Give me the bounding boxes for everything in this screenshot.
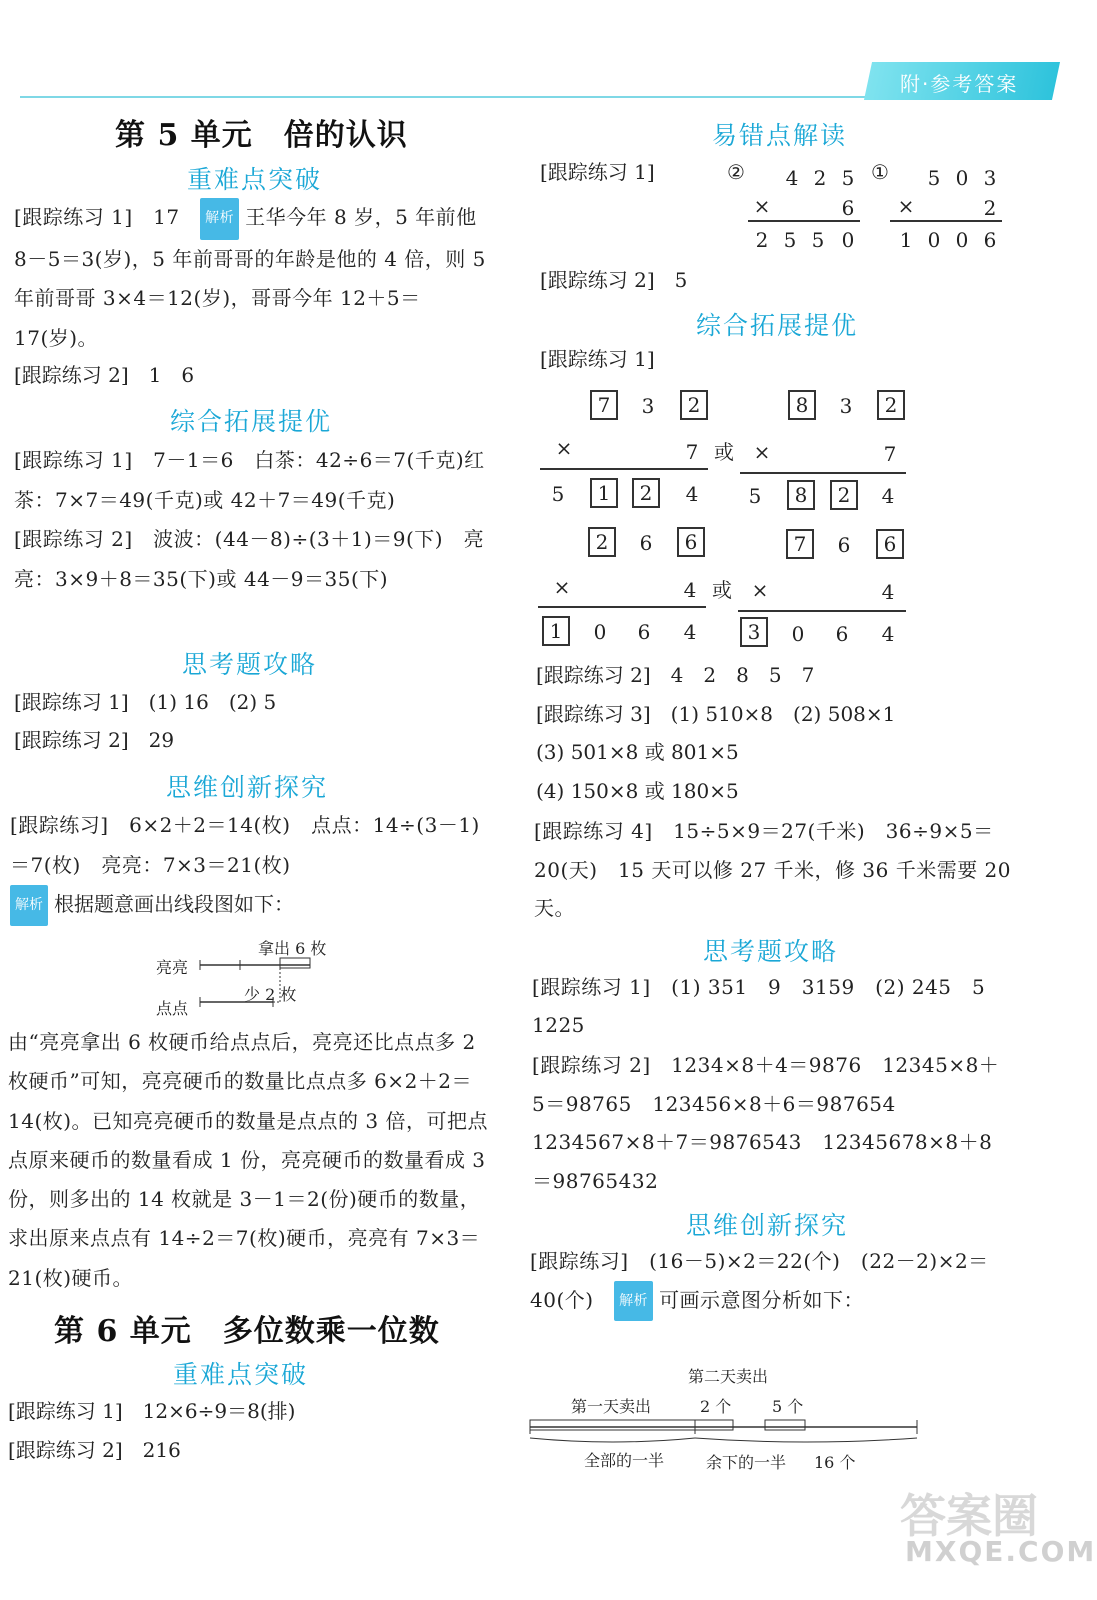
- digit: 0: [955, 166, 969, 190]
- answer-box: 8: [788, 390, 816, 420]
- or-label: 或: [714, 440, 734, 464]
- times-sign: ×: [553, 575, 571, 599]
- line-segment-diagram: [195, 950, 325, 1010]
- digit: 4: [881, 580, 895, 604]
- digit: 5: [811, 228, 825, 252]
- rule: [748, 220, 860, 222]
- explanation-paragraph: 由“亮亮拿出 6 枚硬币给点点后，亮亮还比点点多 2 枚硬币”可知，亮亮硬币的数量比点点多 6×2＋2＝14(枚)。已知亮亮硬币的数量是点点的 3 倍，可把点点原来硬币的数量看成 1 份，亮亮硬币的数量看成 3 份，则多出的 14 枚就是 3－1＝2(份)硬币的数量，求出原来点点有 14÷2＝7(枚)硬币，亮亮有 7×3＝21(枚)硬币。: [8, 1030, 488, 1290]
- section-heading: 易错点解读: [712, 121, 848, 150]
- answer-box: 2: [632, 478, 660, 508]
- section-heading: 思维创新探究: [686, 1211, 849, 1240]
- digit: 0: [593, 620, 607, 644]
- times-sign: ×: [555, 436, 573, 460]
- digit: 4: [881, 622, 895, 646]
- digit: 7: [685, 440, 699, 464]
- answer-paragraph: [跟踪练习 1] 7－1＝6 白茶：42÷6＝7(千克)红茶：7×7＝49(千克)或 42＋7＝49(千克): [14, 448, 485, 512]
- answer-paragraph: [跟踪练习 2] 1234×8＋4＝9876 12345×8＋5＝98765 123456×8＋6＝987654 1234567×8＋7＝9876543 12345678×8＋8＝98765432: [532, 1053, 1000, 1193]
- digit: 5: [748, 484, 762, 508]
- diagram-label: 第二天卖出: [688, 1367, 769, 1386]
- answer-box: 6: [876, 529, 904, 559]
- or-label: 或: [712, 578, 732, 602]
- answer-box: 1: [590, 478, 618, 508]
- diagram-label: 2 个: [700, 1397, 732, 1416]
- digit: 4: [683, 620, 697, 644]
- section-heading: 思考题攻略: [703, 937, 839, 966]
- answer-line: [跟踪练习 1] 12×6÷9＝8(排): [8, 1399, 296, 1423]
- answer-paragraph: [跟踪练习 1] (1) 351 9 3159 (2) 245 5 1225: [532, 975, 1006, 1037]
- answer-box: 1: [542, 616, 570, 646]
- answer-box: 2: [877, 390, 905, 420]
- diagram-label: 全部的一半: [584, 1451, 665, 1470]
- digit: 0: [927, 228, 941, 252]
- answer-line: [跟踪练习 2] 1 6: [14, 363, 195, 387]
- unit6-title: 第 6 单元 多位数乘一位数: [54, 1314, 440, 1349]
- digit: 0: [791, 622, 805, 646]
- digit: 2: [983, 196, 997, 220]
- digit: 6: [841, 196, 855, 220]
- digit: 3: [641, 394, 655, 418]
- digit: 4: [683, 578, 697, 602]
- digit: 6: [835, 622, 849, 646]
- digit: 3: [983, 166, 997, 190]
- header-tag: 附·参考答案: [900, 72, 1019, 96]
- answer-line: [跟踪练习 1]: [540, 160, 655, 184]
- answer-line: [跟踪练习 2] 4 2 8 5 7: [536, 663, 815, 687]
- times-sign: ×: [751, 578, 769, 602]
- diagram-label: 拿出 6 枚: [258, 939, 327, 958]
- answer-box: 2: [680, 390, 708, 420]
- answer-line: [跟踪练习 2] 216: [8, 1438, 181, 1462]
- unit5-title: 第 5 单元 倍的认识: [115, 118, 408, 153]
- watermark-logo: 答案圈: [900, 1489, 1038, 1543]
- circle-number: ①: [871, 160, 889, 184]
- digit: 2: [755, 228, 769, 252]
- digit: 6: [837, 533, 851, 557]
- times-sign: ×: [753, 194, 771, 218]
- circle-number: ②: [727, 160, 745, 184]
- rule: [540, 468, 708, 470]
- digit: 5: [927, 166, 941, 190]
- header-rule: [20, 96, 870, 98]
- answer-box: 2: [588, 527, 616, 557]
- digit: 0: [841, 228, 855, 252]
- analysis-badge: 解析: [614, 1281, 653, 1322]
- diagram-label: 第一天卖出: [571, 1397, 652, 1416]
- answer-line: [跟踪练习 2] 29: [14, 728, 175, 752]
- answer-line: (4) 150×8 或 180×5: [536, 779, 739, 803]
- analysis-line: 解析 根据题意画出线段图如下：: [10, 885, 294, 926]
- line-segment-diagram: [525, 1412, 925, 1452]
- times-sign: ×: [753, 440, 771, 464]
- digit: 4: [685, 482, 699, 506]
- answer-box: 7: [786, 529, 814, 559]
- answer-line: [跟踪练习 1]: [540, 347, 655, 371]
- digit: 6: [639, 531, 653, 555]
- section-heading: 综合拓展提优: [170, 407, 333, 436]
- section-heading: 思维创新探究: [166, 773, 329, 802]
- digit: 0: [955, 228, 969, 252]
- analysis-badge: 解析: [200, 198, 239, 240]
- digit: 7: [883, 442, 897, 466]
- digit: 3: [839, 394, 853, 418]
- digit: 6: [637, 620, 651, 644]
- digit: 4: [785, 166, 799, 190]
- answer-line: [跟踪练习 1] (1) 16 (2) 5: [14, 690, 277, 714]
- rule: [890, 220, 1002, 222]
- answer-box: 6: [677, 527, 705, 557]
- section-heading: 重难点突破: [187, 165, 323, 194]
- section-heading: 综合拓展提优: [696, 311, 859, 340]
- section-heading: 重难点突破: [173, 1360, 309, 1389]
- answer-paragraph: [跟踪练习 4] 15÷5×9＝27(千米) 36÷9×5＝20(天) 15 天可以修 27 千米，修 36 千米需要 20 天。: [534, 819, 1011, 920]
- answer-line: [跟踪练习 2] 5: [540, 268, 688, 292]
- digit: 1: [899, 228, 913, 252]
- diagram-label: 5 个: [772, 1397, 804, 1416]
- answer-paragraph: [跟踪练习 2] 波波：(44－8)÷(3＋1)＝9(下) 亮亮：3×9＋8＝35(下)或 44－9＝35(下): [14, 527, 485, 591]
- answer-paragraph: [跟踪练习] (16－5)×2＝22(个) (22－2)×2＝40(个) 解析 可画示意图分析如下：: [530, 1242, 1012, 1321]
- diagram-label: 少 2 枚: [244, 985, 297, 1004]
- answer-box: 3: [740, 617, 768, 647]
- rule: [738, 610, 906, 612]
- digit: 5: [551, 482, 565, 506]
- answer-paragraph: [跟踪练习] 6×2＋2＝14(枚) 点点：14÷(3－1)＝7(枚) 亮亮：7×3＝21(枚): [10, 813, 480, 877]
- answer-box: 7: [590, 390, 618, 420]
- answer-line: [跟踪练习 3] (1) 510×8 (2) 508×1: [536, 702, 896, 726]
- diagram-label: 16 个: [814, 1453, 856, 1472]
- diagram-label: 余下的一半: [706, 1453, 787, 1472]
- rule: [538, 606, 706, 608]
- digit: 4: [881, 484, 895, 508]
- digit: 6: [983, 228, 997, 252]
- answer-line: (3) 501×8 或 801×5: [536, 740, 739, 764]
- rule: [740, 472, 906, 474]
- digit: 5: [783, 228, 797, 252]
- answer-paragraph: [跟踪练习 1] 17 解析 王华今年 8 岁，5 年前他 8－5＝3(岁)，5 年前哥哥的年龄是他的 4 倍，则 5 年前哥哥 3×4＝12(岁)，哥哥今年 12＋5＝17(岁)。: [14, 198, 496, 358]
- answer-box: 2: [830, 480, 858, 510]
- digit: 2: [813, 166, 827, 190]
- watermark-url: MXQE.COM: [905, 1535, 1097, 1568]
- section-heading: 思考题攻略: [182, 650, 318, 679]
- diagram-label: 点点: [156, 999, 189, 1018]
- times-sign: ×: [897, 194, 915, 218]
- digit: 5: [841, 166, 855, 190]
- diagram-label: 亮亮: [156, 958, 189, 977]
- answer-box: 8: [787, 480, 815, 510]
